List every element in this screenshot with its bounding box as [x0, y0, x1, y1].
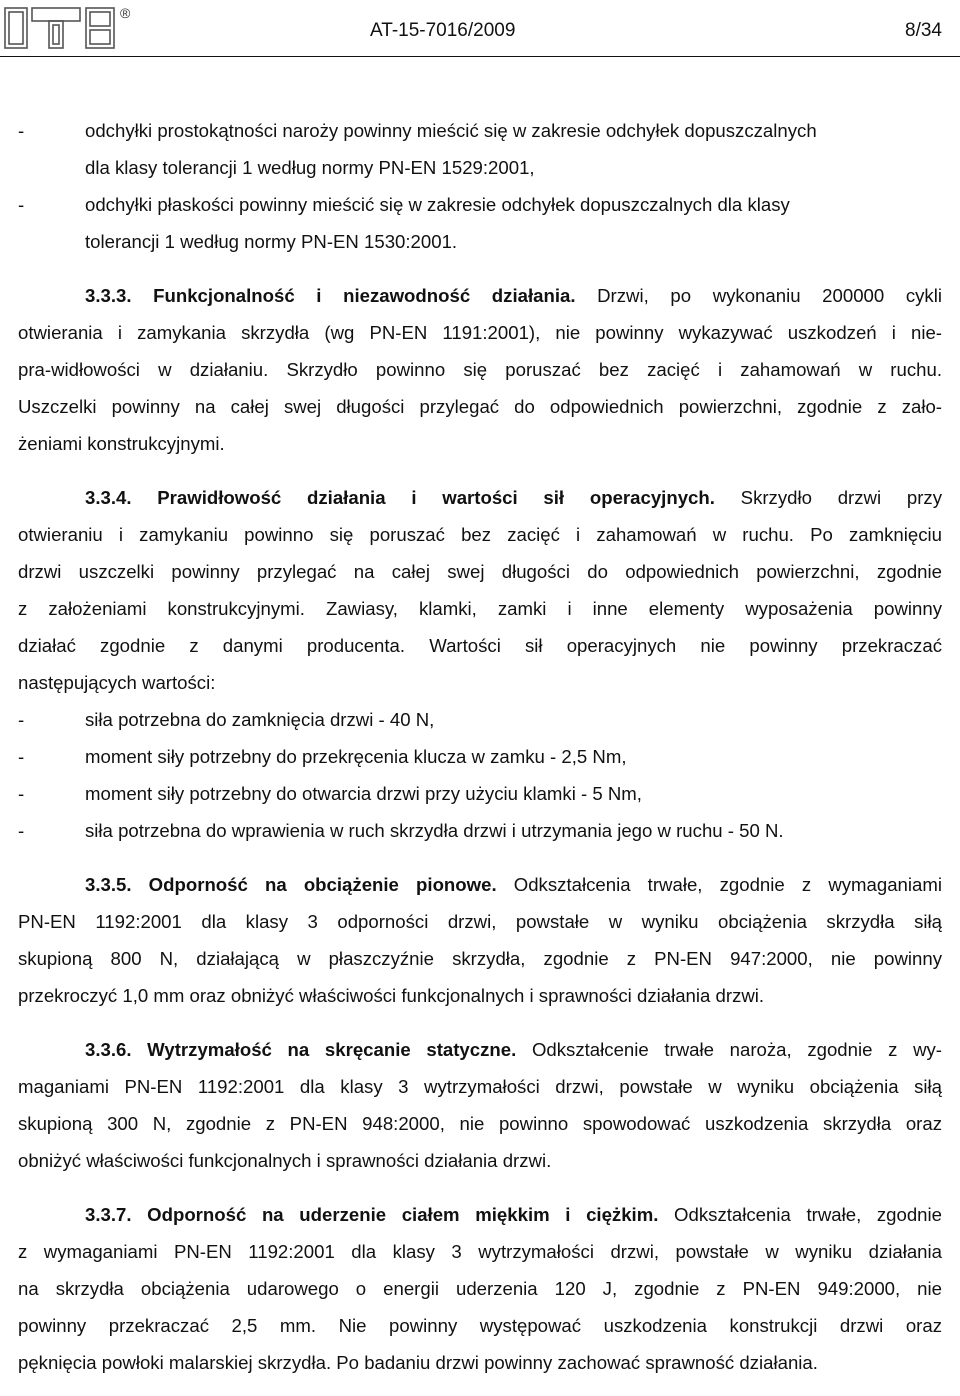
- section-3-3-3: 3.3.3. Funkcjonalność i niezawodność działania. Drzwi, po wykonaniu 200000 cykli: [85, 285, 942, 306]
- list-item-text: odchyłki płaskości powinny mieścić się w zakresie odchyłek dopuszczalnych dla klasy: [85, 194, 790, 215]
- paragraph-line: otwierania i zamykania skrzydła (wg PN-EN 1191:2001), nie powinny wykazywać uszkodzeń i nie-: [18, 322, 942, 343]
- section-3-3-5: 3.3.5. Odporność na obciążenie pionowe. Odkształcenia trwałe, zgodnie z wymaganiami: [85, 874, 942, 895]
- section-3-3-6: 3.3.6. Wytrzymałość na skręcanie statyczne. Odkształcenie trwałe naroża, zgodnie z wy-: [85, 1039, 942, 1060]
- list-item-text: tolerancji 1 według normy PN-EN 1530:2001.: [85, 231, 458, 252]
- list-dash: -: [18, 194, 25, 215]
- list-item-text: moment siły potrzebny do przekręcenia klucza w zamku - 2,5 Nm,: [85, 746, 627, 767]
- paragraph-line: maganiami PN-EN 1192:2001 dla klasy 3 wytrzymałości drzwi, powstałe w wyniku obciążenia siłą: [18, 1076, 942, 1097]
- section-heading: 3.3.4. Prawidłowość działania i wartości sił operacyjnych.: [85, 487, 715, 508]
- paragraph-line: skupioną 800 N, działającą w płaszczyźnie skrzydła, zgodnie z PN-EN 947:2000, nie powinny: [18, 948, 942, 969]
- section-3-3-4: 3.3.4. Prawidłowość działania i wartości sił operacyjnych. Skrzydło drzwi przy: [85, 487, 942, 508]
- list-dash: -: [18, 783, 25, 804]
- page-number: 8/34: [905, 20, 942, 41]
- paragraph-line: na skrzydła obciążenia udarowego o energii uderzenia 120 J, zgodnie z PN-EN 949:2000, nie: [18, 1278, 942, 1299]
- list-item-text: odchyłki prostokątności naroży powinny mieścić się w zakresie odchyłek dopuszczalnych: [85, 120, 817, 141]
- paragraph-line: pra-widłowości w działaniu. Skrzydło powinno się poruszać bez zacięć i zahamowań w ruchu.: [18, 359, 942, 380]
- list-item: [18, 186, 942, 223]
- paragraph-line: żeniami konstrukcyjnymi.: [18, 433, 225, 454]
- list-item: [18, 738, 942, 775]
- paragraph-line: obniżyć właściwości funkcjonalnych i sprawności działania drzwi.: [18, 1150, 552, 1171]
- paragraph-line: następujących wartości:: [18, 672, 216, 693]
- list-item-text: dla klasy tolerancji 1 według normy PN-EN 1529:2001,: [85, 157, 535, 178]
- page-header: [0, 0, 960, 62]
- paragraph-line: pęknięcia powłoki malarskiej skrzydła. Po badaniu drzwi powinny zachować sprawność działania.: [18, 1352, 818, 1373]
- list-item-continuation: [18, 223, 942, 260]
- paragraph-line: drzwi uszczelki powinny przylegać na całej swej długości do odpowiednich powierzchni, zgodnie: [18, 561, 942, 582]
- list-item-text: siła potrzebna do zamknięcia drzwi - 40 N,: [85, 709, 435, 730]
- list-item: [18, 775, 942, 812]
- list-item-text: siła potrzebna do wprawienia w ruch skrzydła drzwi i utrzymania jego w ruchu - 50 N.: [85, 820, 784, 841]
- document-code: AT-15-7016/2009: [370, 20, 516, 41]
- list-item: [18, 701, 942, 738]
- paragraph-line: działać zgodnie z danymi producenta. Wartości sił operacyjnych nie powinny przekraczać: [18, 635, 942, 656]
- list-item-continuation: [18, 149, 942, 186]
- paragraph-line: skupioną 300 N, zgodnie z PN-EN 948:2000, nie powinno spowodować uszkodzenia skrzydła oraz: [18, 1113, 942, 1134]
- list-dash: -: [18, 709, 25, 730]
- registered-mark: ®: [120, 5, 131, 21]
- paragraph-line: Uszczelki powinny na całej swej długości przylegać do odpowiednich powierzchni, zgodnie z zało-: [18, 396, 942, 417]
- section-heading: 3.3.3. Funkcjonalność i niezawodność działania.: [85, 285, 576, 306]
- list-dash: -: [18, 120, 25, 141]
- paragraph-line: powinny przekraczać 2,5 mm. Nie powinny występować uszkodzenia konstrukcji drzwi oraz: [18, 1315, 942, 1336]
- itb-logo: [4, 4, 134, 50]
- list-item: [18, 812, 942, 849]
- list-item-text: moment siły potrzebny do otwarcia drzwi przy użyciu klamki - 5 Nm,: [85, 783, 642, 804]
- section-heading: 3.3.5. Odporność na obciążenie pionowe.: [85, 874, 497, 895]
- section-heading: 3.3.7. Odporność na uderzenie ciałem miękkim i ciężkim.: [85, 1204, 659, 1225]
- paragraph-line: z założeniami konstrukcyjnymi. Zawiasy, klamki, zamki i inne elementy wyposażenia powinny: [18, 598, 942, 619]
- list-dash: -: [18, 820, 25, 841]
- document-body: [18, 112, 942, 1381]
- paragraph-line: przekroczyć 1,0 mm oraz obniżyć właściwości funkcjonalnych i sprawności działania drzwi.: [18, 985, 765, 1006]
- paragraph-line: PN-EN 1192:2001 dla klasy 3 odporności drzwi, powstałe w wyniku obciążenia skrzydła siłą: [18, 911, 942, 932]
- header-divider: [0, 56, 960, 57]
- paragraph-line: otwieraniu i zamykaniu powinno się poruszać bez zacięć i zahamowań w ruchu. Po zamknięciu: [18, 524, 942, 545]
- section-3-3-7: 3.3.7. Odporność na uderzenie ciałem miękkim i ciężkim. Odkształcenia trwałe, zgodnie: [85, 1204, 942, 1225]
- list-item: [18, 112, 942, 149]
- section-heading: 3.3.6. Wytrzymałość na skręcanie statyczne.: [85, 1039, 517, 1060]
- paragraph-line: z wymaganiami PN-EN 1192:2001 dla klasy 3 wytrzymałości drzwi, powstałe w wyniku działania: [18, 1241, 942, 1262]
- list-dash: -: [18, 746, 25, 767]
